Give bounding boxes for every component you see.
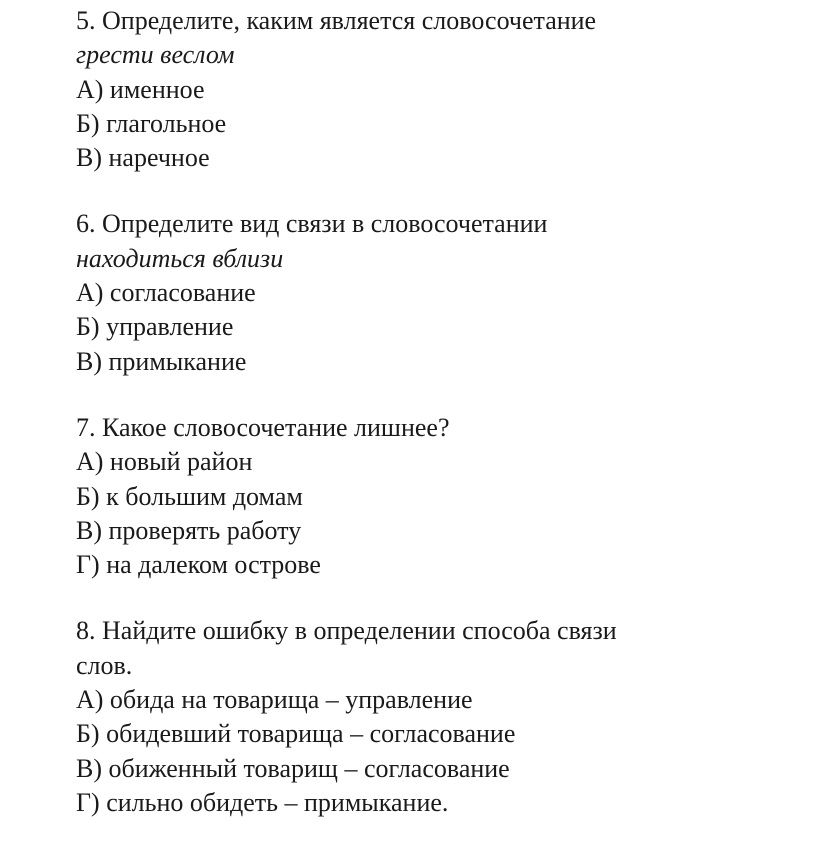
question-phrase: грести веслом — [76, 40, 235, 70]
option: В) обиженный товарищ – согласование — [76, 753, 510, 783]
question-5 — [76, 4, 617, 175]
question-8 — [76, 614, 617, 820]
option: В) проверять работу — [76, 515, 302, 545]
question-title: 5. Определите, каким является словосочетание — [76, 6, 597, 35]
option: Б) управление — [76, 312, 234, 342]
option: А) согласование — [76, 278, 256, 308]
option: В) примыкание — [76, 346, 247, 376]
question-6 — [76, 207, 617, 378]
option: В) наречное — [76, 143, 210, 173]
question-phrase: находиться вблизи — [76, 243, 284, 273]
option: Б) к большим домам — [76, 481, 303, 511]
question-title-continued: слов. — [76, 650, 133, 680]
question-title: 7. Какое словосочетание лишнее? — [76, 412, 450, 442]
option: А) новый район — [76, 447, 253, 477]
option: Г) на далеком острове — [76, 550, 321, 580]
option: Г) сильно обидеть – примыкание. — [76, 787, 449, 817]
question-7 — [76, 411, 617, 582]
question-title: 6. Определите вид связи в словосочетании — [76, 209, 548, 239]
question-title: 8. Найдите ошибку в определении способа связи — [76, 616, 617, 646]
option: А) именное — [76, 74, 205, 104]
option: Б) обидевший товарища – согласование — [76, 719, 516, 749]
option: А) обида на товарища – управление — [76, 685, 473, 715]
document — [76, 4, 617, 852]
option: Б) глагольное — [76, 108, 227, 138]
